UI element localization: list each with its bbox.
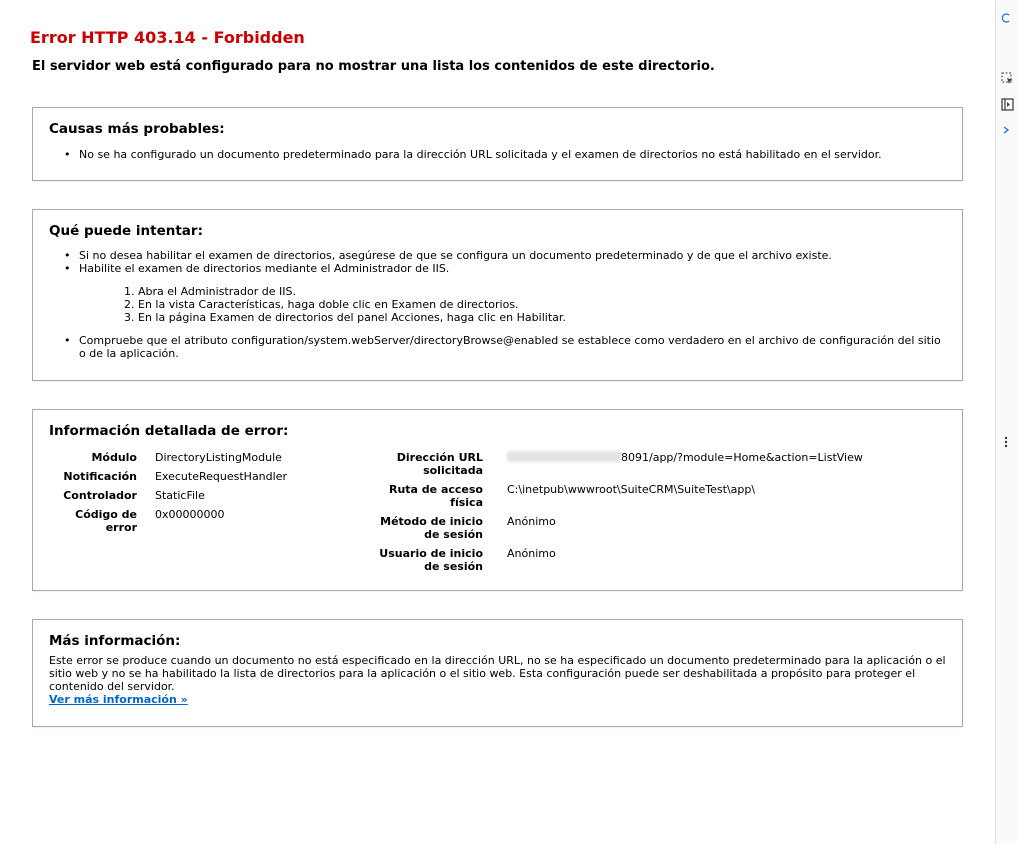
detail-label-physical-path: Ruta de acceso física — [388, 483, 483, 509]
detail-value-logon-user: Anónimo — [507, 547, 556, 560]
causes-heading: Causas más probables: — [49, 121, 225, 137]
detail-label-url: Dirección URL solicitada — [396, 451, 483, 477]
detail-value-module: DirectoryListingModule — [155, 451, 282, 464]
page-title: Error HTTP 403.14 - Forbidden — [30, 28, 305, 47]
detail-label-handler: Controlador — [63, 489, 137, 502]
list-item: • Habilite el examen de directorios mediante el Administrador de IIS. — [79, 262, 948, 275]
try-steps — [124, 285, 566, 324]
panel-icon[interactable] — [1001, 98, 1014, 114]
detail-value-notification: ExecuteRequestHandler — [155, 470, 287, 483]
step-item: 1. Abra el Administrador de IIS. — [124, 285, 296, 298]
details-heading: Información detallada de error: — [49, 423, 289, 439]
causes-list — [79, 148, 948, 161]
detail-value-logon-method: Anónimo — [507, 515, 556, 528]
refresh-icon[interactable] — [1001, 12, 1011, 27]
try-box — [32, 209, 963, 381]
more-info-link[interactable]: Ver más información » — [49, 693, 188, 706]
detail-value-url: 8091/app/?module=Home&action=ListView — [507, 451, 863, 464]
more-info-box — [32, 619, 963, 727]
inspect-icon[interactable] — [1001, 72, 1014, 88]
detail-label-module: Módulo — [91, 451, 137, 464]
try-list-last — [79, 334, 948, 360]
causes-box — [32, 107, 963, 181]
details-box — [32, 409, 963, 591]
detail-label-logon-user: Usuario de inicio de sesión — [379, 547, 483, 573]
detail-value-error-code: 0x00000000 — [155, 508, 225, 521]
redacted-host — [507, 451, 621, 462]
list-item: • Compruebe que el atributo configuration/system.webServer/directoryBrowse@enabled se establece como verdadero en el archivo de configuración del sitio o de la aplicación. — [79, 334, 948, 360]
more-vertical-icon[interactable] — [1004, 436, 1008, 451]
detail-value-physical-path: C:\inetpub\wwwroot\SuiteCRM\SuiteTest\app\ — [507, 483, 756, 496]
page-subtitle: El servidor web está configurado para no mostrar una lista los contenidos de este directorio. — [32, 59, 715, 74]
list-item: • No se ha configurado un documento predeterminado para la dirección URL solicitada y el examen de directorios no está habilitado en el servidor. — [79, 148, 948, 161]
try-list — [79, 249, 948, 275]
try-heading: Qué puede intentar: — [49, 223, 203, 239]
step-item: 3. En la página Examen de directorios del panel Acciones, haga clic en Habilitar. — [124, 311, 566, 324]
detail-label-error-code: Código de error — [75, 508, 137, 534]
detail-label-logon-method: Método de inicio de sesión — [380, 515, 483, 541]
detail-label-notification: Notificación — [63, 470, 137, 483]
step-item: 2. En la vista Características, haga doble clic en Examen de directorios. — [124, 298, 519, 311]
list-item: • Si no desea habilitar el examen de directorios, asegúrese de que se configura un documento predeterminado y de que el archivo existe. — [79, 249, 948, 262]
detail-value-handler: StaticFile — [155, 489, 205, 502]
devtools-strip — [995, 0, 1017, 844]
more-info-text: Este error se produce cuando un documento no está especificado en la dirección URL, no se ha especificado un documento predeterminado para la aplicación o el sitio web y no se ha habilitado la lista de directorios para la aplicación o el sitio web. Esta configuración puede ser deshabilitada a propósito para proteger el contenido del servidor. — [49, 654, 946, 693]
more-info-heading: Más información: — [49, 633, 181, 649]
chevron-right-icon[interactable] — [1001, 124, 1011, 138]
